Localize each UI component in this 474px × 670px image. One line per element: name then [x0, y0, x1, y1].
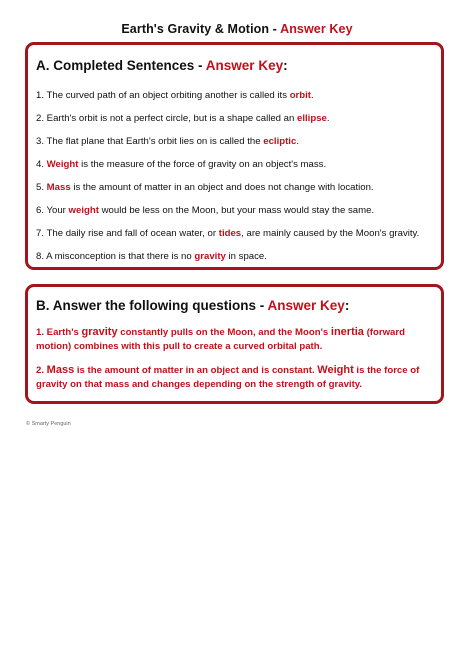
sentence-text: in space.	[225, 251, 267, 262]
answer-word: ecliptic	[263, 136, 297, 147]
section-b-heading-key: Answer Key	[267, 298, 345, 313]
sentence-text: 3. The flat plane that Earth's orbit lies on is called the	[36, 136, 264, 147]
answer-text: is the amount of matter in an object and is constant.	[74, 365, 318, 376]
answer-text: 1. Earth's	[36, 327, 82, 338]
sentence-text: 4.	[36, 159, 47, 170]
answer-text: 2.	[36, 365, 47, 376]
answer-text: constantly pulls on the Moon, and the Moon's	[117, 327, 331, 338]
section-b-heading	[36, 298, 349, 313]
sentence-text: 5.	[36, 182, 47, 193]
title-answer-key: Answer Key	[280, 22, 353, 36]
section-b-heading-main: B. Answer the following questions -	[36, 298, 268, 313]
sentence-5	[36, 182, 374, 193]
answer-word: ellipse	[297, 113, 327, 124]
answer-text: is the force of gravity on that mass and changes depending on the strength of gravity.	[36, 365, 420, 390]
answer-keyword: Weight	[317, 364, 354, 376]
answer-keyword: inertia	[330, 326, 364, 338]
sentence-1	[36, 90, 314, 101]
answer-word: orbit	[289, 90, 312, 101]
section-a-heading	[36, 58, 288, 73]
page-title	[0, 22, 474, 36]
sentence-text: 2. Earth's orbit is not a perfect circle, but is a shape called an	[36, 113, 297, 124]
answer-keyword: gravity	[81, 326, 118, 338]
answer-word: Mass	[46, 182, 71, 193]
section-a-heading-key: Answer Key	[205, 58, 284, 73]
sentence-text: .	[326, 113, 330, 124]
sentence-text: .	[311, 90, 314, 101]
copyright-notice: © Smarty Penguin	[26, 421, 71, 427]
sentence-text: 8. A misconception is that there is no	[36, 251, 195, 262]
answer-text: (forward motion) combines with this pull to create a curved orbital path.	[36, 327, 405, 352]
answer-1	[36, 325, 436, 354]
sentence-text: , are mainly caused by the Moon's gravity.	[241, 228, 420, 239]
section-a-heading-colon: :	[283, 58, 288, 73]
sentence-text: 7. The daily rise and fall of ocean water, or	[36, 228, 219, 239]
sentence-text: is the measure of the force of gravity on an object's mass.	[78, 159, 327, 170]
section-a-heading-main: A. Completed Sentences -	[36, 58, 206, 73]
answer-keyword: Mass	[46, 364, 75, 376]
sentence-text: 6. Your	[36, 205, 69, 216]
section-a-box	[25, 42, 444, 270]
section-b-box	[25, 284, 444, 404]
sentence-8	[36, 251, 267, 262]
answer-word: gravity	[194, 251, 226, 262]
sentence-text: would be less on the Moon, but your mass would stay the same.	[98, 205, 375, 216]
sentence-7	[36, 228, 419, 239]
answer-2	[36, 363, 436, 392]
sentence-3	[36, 136, 299, 147]
sentence-2	[36, 113, 330, 124]
sentence-text: .	[296, 136, 299, 147]
sentence-text: 1. The curved path of an object orbiting another is called its	[36, 90, 290, 101]
sentence-6	[36, 205, 374, 216]
answer-word: Weight	[46, 159, 79, 170]
sentence-text: is the amount of matter in an object and does not change with location.	[70, 182, 374, 193]
section-b-heading-colon: :	[344, 298, 350, 313]
sentence-4	[36, 159, 326, 170]
answer-word: weight	[68, 205, 99, 216]
answer-word: tides	[218, 228, 242, 239]
title-main: Earth's Gravity & Motion -	[121, 22, 281, 36]
